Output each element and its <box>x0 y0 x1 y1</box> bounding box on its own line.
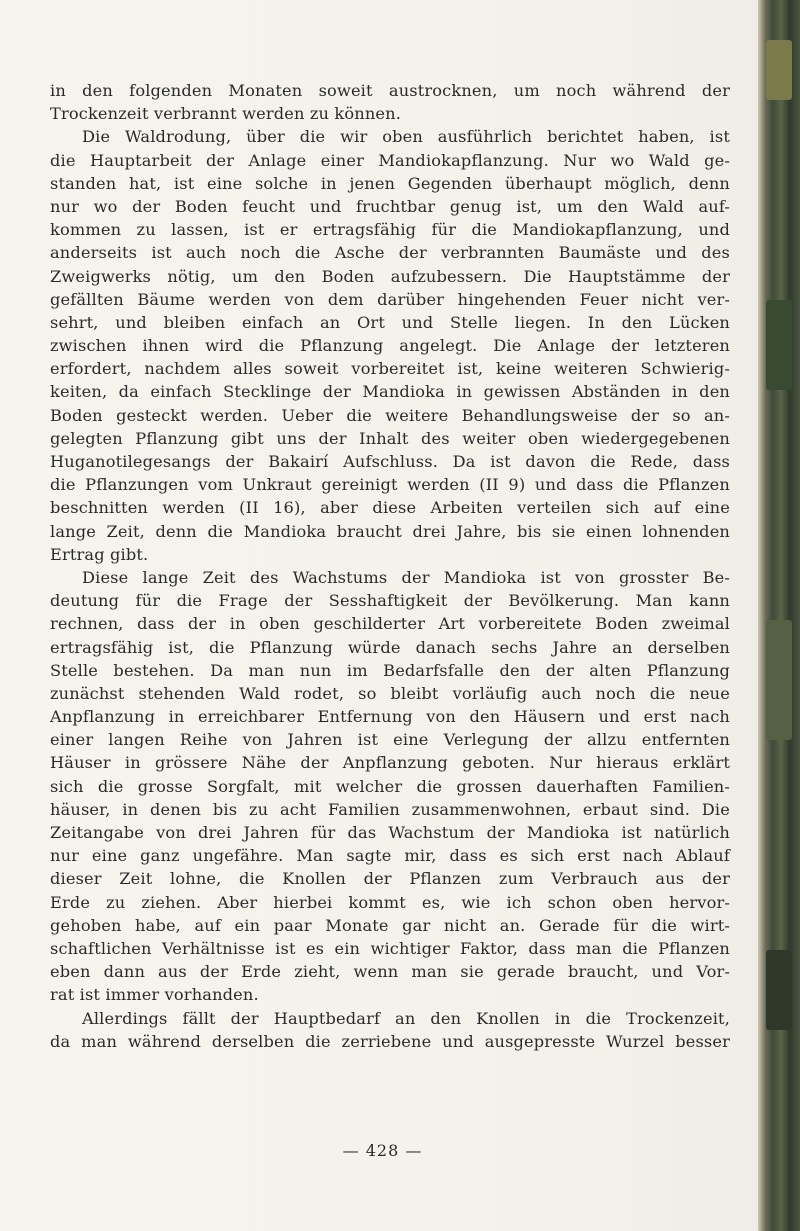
text-line: kommen zu lassen, ist er ertragsfähig für die Mandiokapflanzung, und <box>50 220 730 240</box>
text-line: in den folgenden Monaten soweit austrocknen, um noch während der <box>50 81 730 100</box>
text-line: gehoben habe, auf ein paar Monate gar nicht an. Gerade für die wirt- <box>50 915 730 935</box>
text-line: Huganotilegesangs der Bakairí Aufschluss. Da ist davon die Rede, dass <box>50 452 730 471</box>
book-spine-edge <box>758 0 800 1231</box>
text-line: standen hat, ist eine solche in jenen Gegenden überhaupt möglich, denn <box>50 173 730 193</box>
text-line: Die Waldrodung, über die wir oben ausführlich berichtet haben, ist <box>82 127 730 147</box>
text-line: einer langen Reihe von Jahren ist eine Verlegung der allzu entfernten <box>50 730 730 750</box>
text-line: Erde zu ziehen. Aber hierbei kommt es, wie ich schon oben hervor- <box>50 892 730 912</box>
text-line: sich die grosse Sorgfalt, mit welcher die grossen dauerhaften Familien- <box>50 776 730 796</box>
text-line: da man während derselben die zerriebene und ausgepresste Wurzel besser <box>50 1031 730 1051</box>
text-line: eben dann aus der Erde zieht, wenn man sie gerade braucht, und Vor- <box>50 962 730 982</box>
text-line: lange Zeit, denn die Mandioka braucht drei Jahre, bis sie einen lohnenden <box>50 521 730 541</box>
spine-stain <box>766 40 792 100</box>
text-line: dieser Zeit lohne, die Knollen der Pflanzen zum Verbrauch aus der <box>50 869 730 889</box>
text-line: nur wo der Boden feucht und fruchtbar genug ist, um den Wald auf- <box>50 196 730 216</box>
spine-stain <box>766 300 792 390</box>
body-text <box>50 79 730 1053</box>
text-line: Häuser in grössere Nähe der Anpflanzung geboten. Nur hieraus erklärt <box>50 753 730 773</box>
spine-stain <box>766 620 792 740</box>
text-line: zunächst stehenden Wald rodet, so bleibt vorläufig auch noch die neue <box>50 683 730 703</box>
text-line: Stelle bestehen. Da man nun im Bedarfsfalle den der alten Pflanzung <box>50 660 730 680</box>
text-line: ertragsfähig ist, die Pflanzung würde danach sechs Jahre an derselben <box>50 637 730 657</box>
text-line: schaftlichen Verhältnisse ist es ein wichtiger Faktor, dass man die Pflanzen <box>50 938 730 958</box>
text-line: Zweigwerks nötig, um den Boden aufzubessern. Die Hauptstämme der <box>50 266 730 286</box>
text-line: rat ist immer vorhanden. <box>50 985 259 1005</box>
text-line: die Pflanzungen vom Unkraut gereinigt werden (II 9) und dass die Pflanzen <box>50 475 730 495</box>
text-line: rechnen, dass der in oben geschilderter Art vorbereitete Boden zweimal <box>50 614 730 634</box>
page-number: — 428 — <box>342 1141 423 1160</box>
text-line: sehrt, und bleiben einfach an Ort und Stelle liegen. In den Lücken <box>50 312 730 332</box>
text-line: nur eine ganz ungefähre. Man sagte mir, dass es sich erst nach Ablauf <box>50 846 730 866</box>
text-line: beschnitten werden (II 16), aber diese Arbeiten verteilen sich auf eine <box>50 498 730 518</box>
text-line: häuser, in denen bis zu acht Familien zusammenwohnen, erbaut sind. Die <box>50 799 730 819</box>
text-line: Ertrag gibt. <box>50 544 149 564</box>
text-line: Boden gesteckt werden. Ueber die weitere Behandlungsweise der so an- <box>50 405 730 425</box>
text-line: Diese lange Zeit des Wachstums der Mandioka ist von grosster Be- <box>82 567 730 587</box>
text-line: die Hauptarbeit der Anlage einer Mandiokapflanzung. Nur wo Wald ge- <box>50 150 730 170</box>
text-line: gefällten Bäume werden von dem darüber hingehenden Feuer nicht ver- <box>50 289 730 309</box>
text-line: anderseits ist auch noch die Asche der verbrannten Baumäste und des <box>50 243 730 263</box>
text-line: Anpflanzung in erreichbarer Entfernung von den Häusern und erst nach <box>50 707 730 727</box>
text-line: zwischen ihnen wird die Pflanzung angelegt. Die Anlage der letzteren <box>50 336 730 356</box>
text-line: deutung für die Frage der Sesshaftigkeit der Bevölkerung. Man kann <box>50 591 730 611</box>
text-line: Allerdings fällt der Hauptbedarf an den Knollen in die Trockenzeit, <box>82 1008 730 1028</box>
spine-stain <box>766 950 792 1030</box>
text-line: keiten, da einfach Stecklinge der Mandioka in gewissen Abständen in den <box>50 382 730 402</box>
text-line: Zeitangabe von drei Jahren für das Wachstum der Mandioka ist natürlich <box>50 823 730 842</box>
text-line: gelegten Pflanzung gibt uns der Inhalt des weiter oben wiedergegebenen <box>50 428 730 448</box>
text-line: erfordert, nachdem alles soweit vorbereitet ist, keine weiteren Schwierig- <box>50 359 730 379</box>
text-line: Trockenzeit verbrannt werden zu können. <box>50 104 402 124</box>
